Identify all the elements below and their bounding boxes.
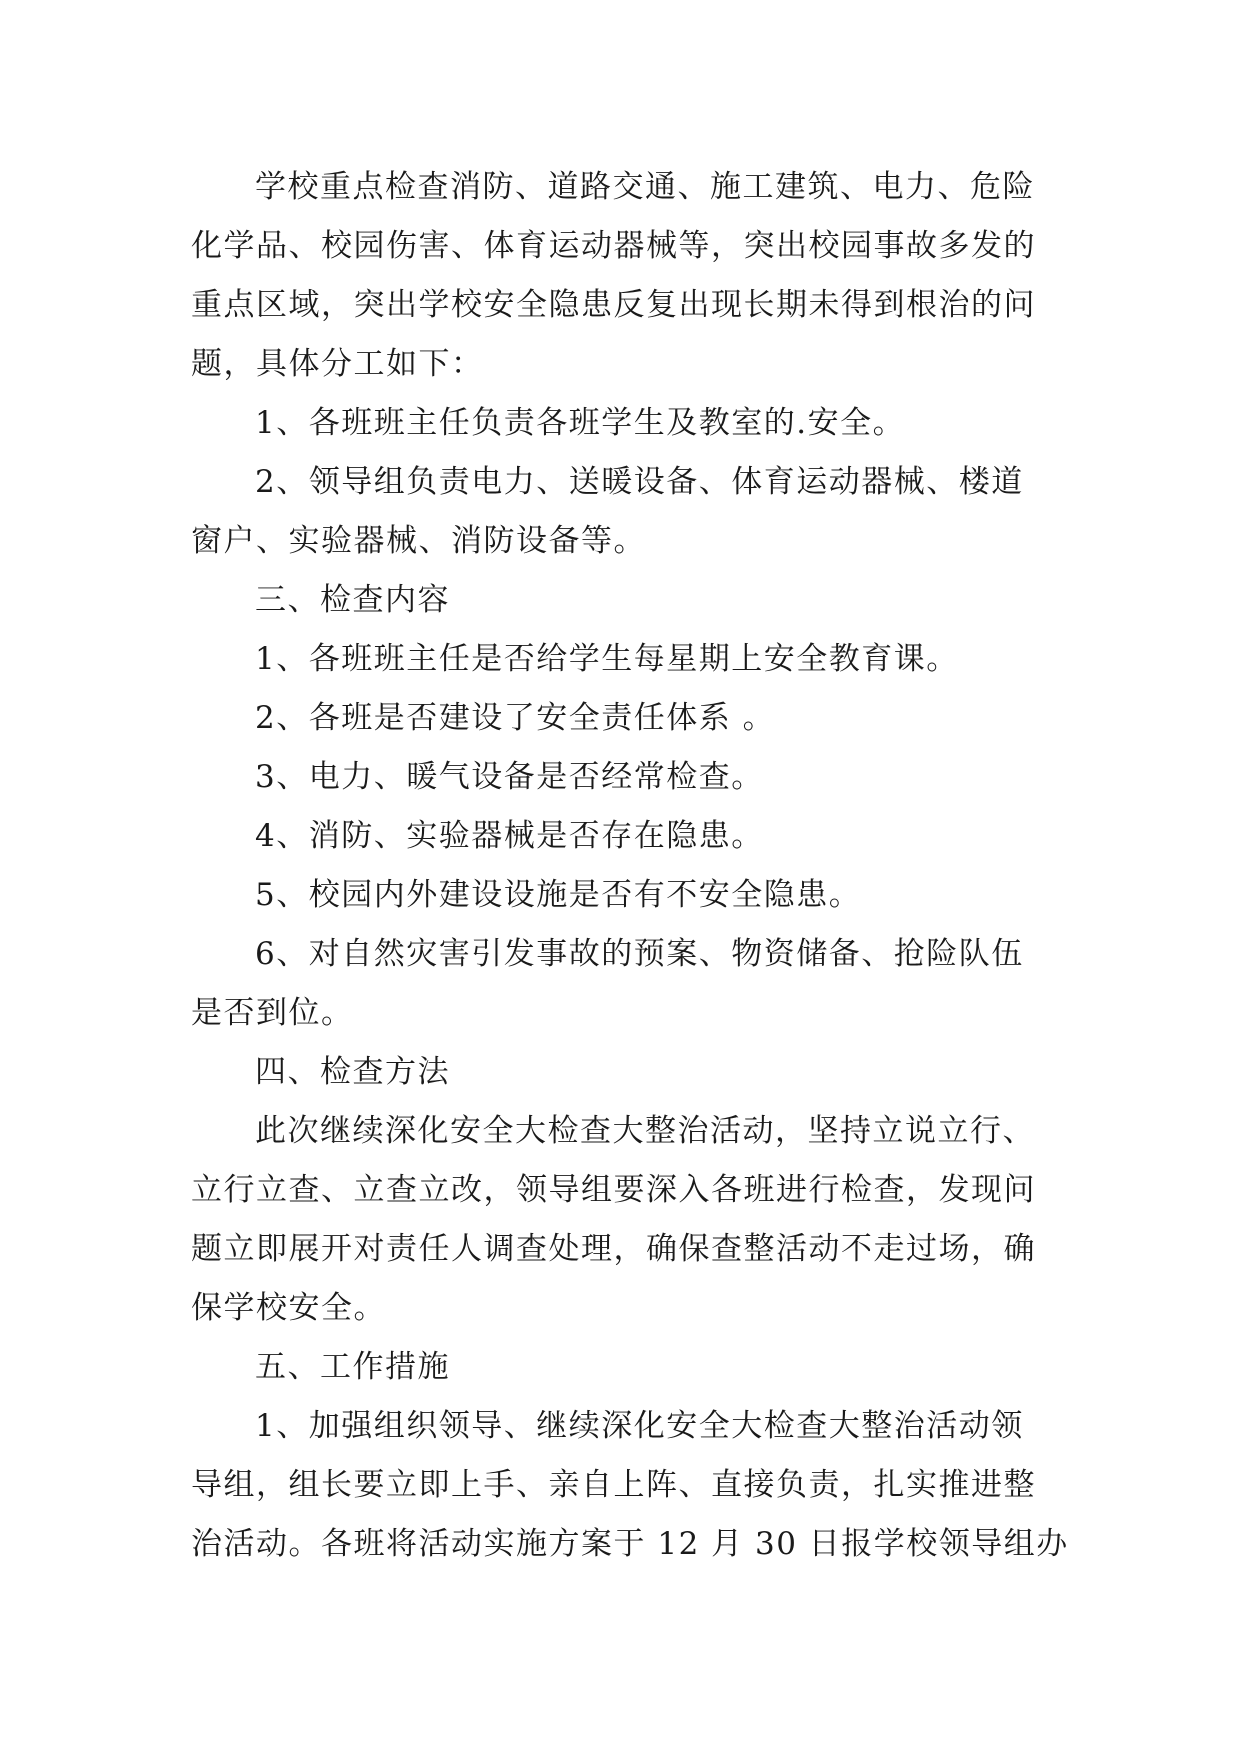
document-body [191,158,1071,1574]
section-heading: 四、检查方法 [255,1054,450,1090]
text-line: 题立即展开对责任人调查处理，确保查整活动不走过场，确 [191,1231,1036,1267]
text-line: 治活动。各班将活动实施方案于 12 月 30 日报学校领导组办 [191,1526,1069,1562]
text-line: 导组，组长要立即上手、亲自上阵、直接负责，扎实推进整 [191,1467,1036,1503]
text-line: 学校重点检查消防、道路交通、施工建筑、电力、危险 [255,169,1035,205]
text-line: 保学校安全。 [191,1290,386,1326]
section-heading: 三、检查内容 [255,582,450,618]
text-line: 窗户、实验器械、消防设备等。 [191,523,646,559]
text-line: 重点区域，突出学校安全隐患反复出现长期未得到根治的问 [191,287,1036,323]
text-line: 化学品、校园伤害、体育运动器械等，突出校园事故多发的 [191,228,1036,264]
text-line: 题，具体分工如下： [191,346,484,382]
text-line: 立行立查、立查立改，领导组要深入各班进行检查，发现问 [191,1172,1036,1208]
text-line: 是否到位。 [191,995,354,1031]
list-item: 1、加强组织领导、继续深化安全大检查大整治活动领 [255,1408,1024,1444]
list-item: 3、电力、暖气设备是否经常检查。 [255,759,764,795]
list-item: 2、各班是否建设了安全责任体系 。 [255,700,776,736]
list-item: 5、校园内外建设设施是否有不安全隐患。 [255,877,862,913]
list-item: 2、领导组负责电力、送暖设备、体育运动器械、楼道 [255,464,1024,500]
list-item: 1、各班班主任负责各班学生及教室的.安全。 [255,405,906,441]
list-item: 1、各班班主任是否给学生每星期上安全教育课。 [255,641,959,677]
list-item: 4、消防、实验器械是否存在隐患。 [255,818,764,854]
section-heading: 五、工作措施 [255,1349,450,1385]
text-line: 此次继续深化安全大检查大整治活动，坚持立说立行、 [255,1113,1035,1149]
list-item: 6、对自然灾害引发事故的预案、物资储备、抢险队伍 [255,936,1024,972]
